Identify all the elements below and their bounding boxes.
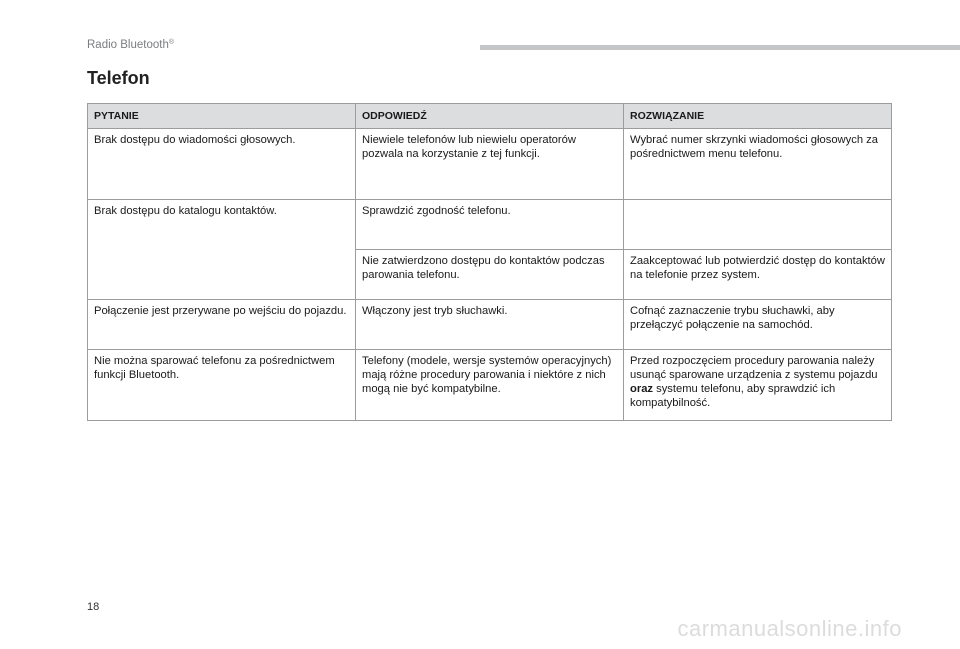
answer-cell: Włączony jest tryb słuchawki. [356,300,624,350]
answer-cell: Telefony (modele, wersje systemów operacyjnych) mają różne procedury parowania i niektóre z nich mogą nie być kompatybilne. [356,350,624,421]
solution-text-bold: oraz [630,383,654,395]
watermark: carmanualsonline.info [677,616,902,641]
registered-mark: ® [168,39,175,46]
running-header-text: Radio Bluetooth [87,39,169,51]
question-cell: Nie można sparować telefonu za pośrednictwem funkcji Bluetooth. [88,350,356,421]
question-cell: Połączenie jest przerywane po wejściu do pojazdu. [88,300,356,350]
troubleshooting-table [87,103,892,421]
table-row [88,200,892,250]
solution-text-end: systemu telefonu, aby sprawdzić ich kompatybilność. [630,383,836,409]
question-cell: Brak dostępu do wiadomości głosowych. [88,129,356,200]
solution-text-start: Przed rozpoczęciem procedury parowania należy usunąć sparowane urządzenia z systemu pojazdu [630,355,878,381]
header-rule [480,45,960,50]
page-number: 18 [87,601,100,613]
table-row [88,129,892,200]
solution-cell: Cofnąć zaznaczenie trybu słuchawki, aby przełączyć połączenie na samochód. [624,300,892,350]
column-header-question: PYTANIE [88,104,356,129]
table-row [88,300,892,350]
solution-cell: Wybrać numer skrzynki wiadomości głosowych za pośrednictwem menu telefonu. [624,129,892,200]
answer-cell: Sprawdzić zgodność telefonu. [356,200,624,250]
solution-cell [624,200,892,250]
solution-cell: Zaakceptować lub potwierdzić dostęp do kontaktów na telefonie przez system. [624,250,892,300]
answer-cell: Niewiele telefonów lub niewielu operatorów pozwala na korzystanie z tej funkcji. [356,129,624,200]
column-header-answer: ODPOWIEDŹ [356,104,624,129]
table-row [88,350,892,421]
column-header-solution: ROZWIĄZANIE [624,104,892,129]
running-header [87,39,174,51]
section-title: Telefon [87,68,150,88]
table-header-row [88,104,892,129]
solution-cell [624,350,892,421]
answer-cell: Nie zatwierdzono dostępu do kontaktów podczas parowania telefonu. [356,250,624,300]
question-cell: Brak dostępu do katalogu kontaktów. [88,200,356,300]
